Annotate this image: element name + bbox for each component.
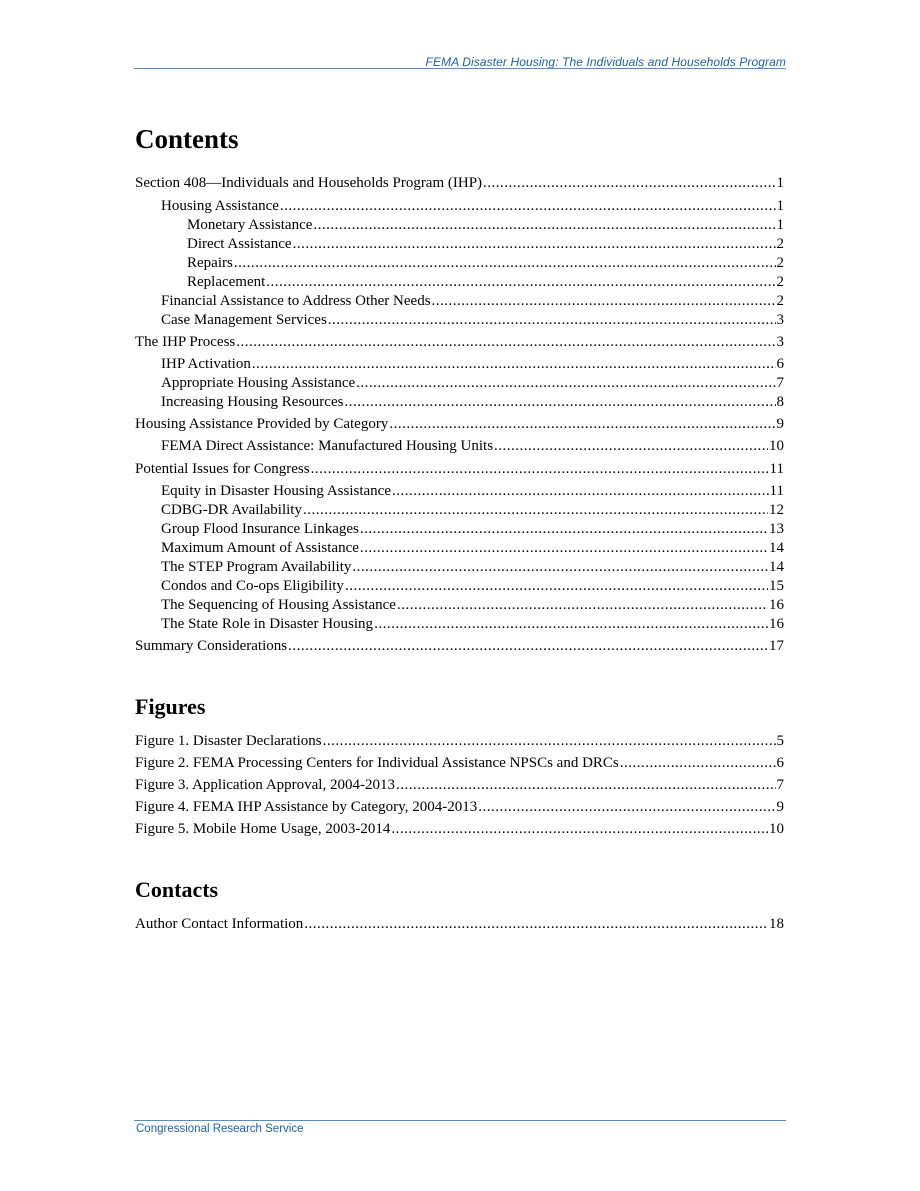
- toc-entry-title[interactable]: FEMA Direct Assistance: Manufactured Housing Units: [161, 438, 494, 454]
- header-rule: [134, 68, 786, 69]
- toc-entry-page[interactable]: 16: [769, 597, 784, 613]
- toc-entry-title[interactable]: The State Role in Disaster Housing: [161, 616, 374, 632]
- toc-entry[interactable]: [0, 501, 920, 519]
- dot-leader: [323, 732, 776, 750]
- dot-leader: [396, 776, 776, 794]
- dot-leader: [352, 558, 768, 576]
- toc-entry-page[interactable]: 9: [776, 416, 784, 432]
- figures-heading: Figures: [135, 694, 206, 719]
- header-title: FEMA Disaster Housing: The Individuals and Households Program: [425, 55, 786, 69]
- figure-entry[interactable]: [0, 798, 920, 816]
- contacts-heading: Contacts: [135, 877, 219, 902]
- toc-entry-page[interactable]: 1: [776, 175, 784, 191]
- toc-entry-page[interactable]: 16: [769, 616, 784, 632]
- dot-leader: [356, 374, 775, 392]
- toc-entry[interactable]: [0, 235, 920, 253]
- toc-entry-title[interactable]: CDBG-DR Availability: [161, 502, 302, 518]
- toc-entry-page[interactable]: 2: [776, 293, 784, 309]
- toc-entry-page[interactable]: 6: [776, 356, 784, 372]
- toc-entry-title[interactable]: The IHP Process: [135, 334, 236, 350]
- toc-entry-page[interactable]: 12: [769, 502, 784, 518]
- dot-leader: [328, 311, 776, 329]
- toc-entry[interactable]: [0, 197, 920, 215]
- toc-entry[interactable]: [0, 216, 920, 234]
- toc-entry-page[interactable]: 7: [776, 375, 784, 391]
- dot-leader: [266, 273, 775, 291]
- toc-entry[interactable]: [0, 311, 920, 329]
- toc-entry[interactable]: [0, 437, 920, 455]
- toc-entry-page[interactable]: 11: [769, 461, 784, 477]
- dot-leader: [236, 333, 775, 351]
- toc-entry-title[interactable]: Monetary Assistance: [187, 217, 313, 233]
- figure-entry-page[interactable]: 5: [776, 733, 784, 749]
- figure-entry[interactable]: [0, 776, 920, 794]
- toc-entry-title[interactable]: Condos and Co-ops Eligibility: [161, 578, 344, 594]
- dot-leader: [389, 415, 775, 433]
- toc-entry-title[interactable]: Replacement: [187, 274, 266, 290]
- toc-entry-page[interactable]: 2: [776, 274, 784, 290]
- toc-entry-title[interactable]: Maximum Amount of Assistance: [161, 540, 359, 556]
- toc-entry-page[interactable]: 10: [769, 438, 784, 454]
- dot-leader: [311, 460, 769, 478]
- toc-entry-title[interactable]: Direct Assistance: [187, 236, 292, 252]
- toc-entry-page[interactable]: 14: [769, 540, 784, 556]
- figure-entry-title[interactable]: Figure 4. FEMA IHP Assistance by Category, 2004-2013: [135, 799, 478, 815]
- toc-entry-title[interactable]: The STEP Program Availability: [161, 559, 352, 575]
- toc-entry[interactable]: [0, 415, 920, 433]
- figure-entry-page[interactable]: 6: [776, 755, 784, 771]
- toc-entry[interactable]: [0, 292, 920, 310]
- toc-entry-page[interactable]: 13: [769, 521, 784, 537]
- toc-entry-page[interactable]: 2: [776, 236, 784, 252]
- figure-entry-title[interactable]: Figure 3. Application Approval, 2004-2013: [135, 777, 395, 793]
- dot-leader: [303, 501, 768, 519]
- figure-entry[interactable]: [0, 754, 920, 772]
- toc-entry-title[interactable]: The Sequencing of Housing Assistance: [161, 597, 396, 613]
- dot-leader: [345, 577, 768, 595]
- toc-entry-page[interactable]: 1: [776, 198, 784, 214]
- dot-leader: [344, 393, 775, 411]
- toc-entry-title[interactable]: Potential Issues for Congress: [135, 461, 310, 477]
- dot-leader: [494, 437, 768, 455]
- toc-entry-title[interactable]: Housing Assistance: [161, 198, 279, 214]
- toc-entry-title[interactable]: Section 408—Individuals and Households Program (IHP): [135, 175, 483, 191]
- figure-entry-title[interactable]: Figure 1. Disaster Declarations: [135, 733, 322, 749]
- dot-leader: [360, 539, 768, 557]
- contact-entry[interactable]: [0, 915, 920, 933]
- toc-entry-title[interactable]: Summary Considerations: [135, 638, 288, 654]
- dot-leader: [288, 637, 768, 655]
- dot-leader: [392, 482, 769, 500]
- toc-entry[interactable]: [0, 520, 920, 538]
- toc-entry[interactable]: [0, 539, 920, 557]
- footer-rule: [134, 1120, 786, 1121]
- toc-entry[interactable]: [0, 596, 920, 614]
- toc-entry[interactable]: [0, 333, 920, 351]
- toc-entry-page[interactable]: 2: [776, 255, 784, 271]
- toc-entry-page[interactable]: 8: [776, 394, 784, 410]
- dot-leader: [360, 520, 768, 538]
- toc-entry-title[interactable]: Equity in Disaster Housing Assistance: [161, 483, 391, 499]
- toc-entry-title[interactable]: IHP Activation: [161, 356, 251, 372]
- figure-entry-title[interactable]: Figure 5. Mobile Home Usage, 2003-2014: [135, 821, 391, 837]
- dot-leader: [293, 235, 776, 253]
- toc-entry-page[interactable]: 3: [776, 334, 784, 350]
- toc-entry[interactable]: [0, 355, 920, 373]
- figure-entry-page[interactable]: 10: [769, 821, 784, 837]
- toc-entry[interactable]: [0, 174, 920, 192]
- figure-entry-title[interactable]: Figure 2. FEMA Processing Centers for Individual Assistance NPSCs and DRCs: [135, 755, 619, 771]
- dot-leader: [374, 615, 768, 633]
- toc-entry-page[interactable]: 17: [769, 638, 784, 654]
- figure-entry[interactable]: [0, 820, 920, 838]
- toc-entry-title[interactable]: Increasing Housing Resources: [161, 394, 344, 410]
- toc-entry-page[interactable]: 14: [769, 559, 784, 575]
- dot-leader: [252, 355, 776, 373]
- toc-entry[interactable]: [0, 482, 920, 500]
- dot-leader: [391, 820, 768, 838]
- dot-leader: [234, 254, 776, 272]
- toc-entry-page[interactable]: 1: [776, 217, 784, 233]
- toc-entry[interactable]: [0, 577, 920, 595]
- toc-entry-title[interactable]: Housing Assistance Provided by Category: [135, 416, 389, 432]
- toc-entry[interactable]: [0, 374, 920, 392]
- toc-entry[interactable]: [0, 273, 920, 291]
- dot-leader: [620, 754, 776, 772]
- toc-entry-title[interactable]: Group Flood Insurance Linkages: [161, 521, 359, 537]
- dot-leader: [483, 174, 775, 192]
- dot-leader: [304, 915, 768, 933]
- dot-leader: [280, 197, 776, 215]
- figure-entry[interactable]: [0, 732, 920, 750]
- toc-entry[interactable]: [0, 637, 920, 655]
- dot-leader: [432, 292, 776, 310]
- contact-entry-page[interactable]: 18: [769, 916, 784, 932]
- toc-entry-page[interactable]: 3: [776, 312, 784, 328]
- toc-entry[interactable]: [0, 558, 920, 576]
- dot-leader: [478, 798, 775, 816]
- dot-leader: [313, 216, 775, 234]
- toc-entry-title[interactable]: Appropriate Housing Assistance: [161, 375, 356, 391]
- toc-entry-page[interactable]: 11: [769, 483, 784, 499]
- toc-entry-page[interactable]: 15: [769, 578, 784, 594]
- toc-entry-title[interactable]: Repairs: [187, 255, 233, 271]
- figure-entry-page[interactable]: 7: [776, 777, 784, 793]
- dot-leader: [397, 596, 768, 614]
- toc-entry[interactable]: [0, 460, 920, 478]
- toc-entry[interactable]: [0, 254, 920, 272]
- footer-org: Congressional Research Service: [136, 1123, 304, 1135]
- figure-entry-page[interactable]: 9: [776, 799, 784, 815]
- toc-entry[interactable]: [0, 393, 920, 411]
- toc-entry-title[interactable]: Financial Assistance to Address Other Needs: [161, 293, 431, 309]
- contents-heading: Contents: [135, 124, 239, 154]
- toc-entry-title[interactable]: Case Management Services: [161, 312, 327, 328]
- contact-entry-title[interactable]: Author Contact Information: [135, 916, 304, 932]
- toc-entry[interactable]: [0, 615, 920, 633]
